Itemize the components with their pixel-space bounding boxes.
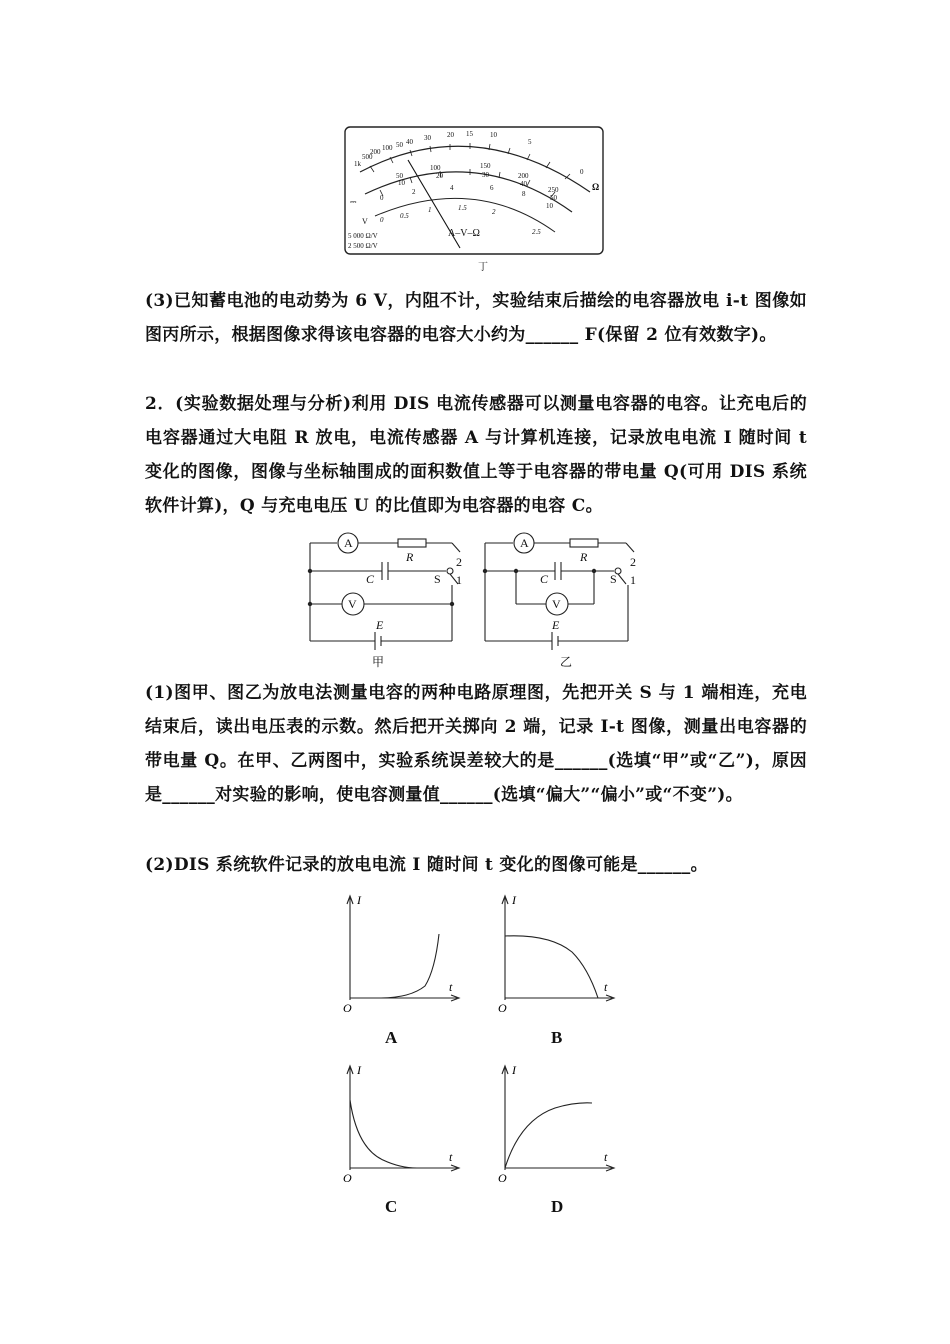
multimeter-dial [340, 122, 608, 272]
problem-2-intro: 2．(实验数据处理与分析)利用 DIS 电流传感器可以测量电容器的电容。让充电后的电容器通过大电阻 R 放电，电流传感器 A 与计算机连接，记录放电电流 I 随时间 t 变化的图像，图像与坐标轴围成的面积数值上等于电容器的带电量 Q(可用 DIS 系统软件计算)，Q 与充电电压 U 的比值即为电容器的电容 C。 [145, 394, 807, 516]
sensitivity-label: 5 000 Ω/V [348, 232, 378, 240]
dc-tick: 4 [450, 184, 454, 192]
question-2: (2)DIS 系统软件记录的放电电流 I 随时间 t 变化的图像可能是______。 [145, 855, 708, 875]
graph-d [490, 1060, 620, 1185]
resistor-label: R [406, 550, 414, 564]
axis-i-label: I [357, 1063, 361, 1077]
circuit-caption-left: 甲 [372, 655, 385, 669]
dc-scale-labels [380, 162, 559, 210]
axis-t-label: t [449, 1150, 453, 1164]
dc-tick: 8 [522, 190, 526, 198]
dc-tick: 150 [480, 162, 491, 170]
dc-tick: 2 [412, 188, 416, 196]
dc-tick: 10 [398, 179, 405, 187]
dc-tick: 6 [490, 184, 494, 192]
ammeter-label: A [344, 536, 353, 550]
graph-a-label: A [385, 1028, 398, 1047]
question-1: (1)图甲、图乙为放电法测量电容的两种电路原理图，先把开关 S 与 1 端相连，充电结束后，读出电压表的示数。然后把开关掷向 2 端，记录 I-t 图像，测量出电容器的带电量 Q。在甲、乙两图中，实验系统误差较大的是______(选填“甲”或“乙”)，原因是______对实验的影响，使电容测量值______(选填“偏大”“偏小”或“不变”)。 [145, 683, 807, 805]
circuit-figures [300, 528, 650, 670]
dc-tick: 0 [380, 194, 384, 202]
ohm-scale-labels [354, 130, 584, 176]
voltmeter-label: V [348, 597, 357, 611]
svg-text:V: V [362, 217, 368, 226]
axis-i-label: I [357, 893, 361, 907]
graph-b-label: B [551, 1028, 563, 1047]
figure-caption: 丁 [478, 262, 488, 272]
sensitivity-label: 2 500 Ω/V [348, 242, 378, 250]
dc-tick: 200 [518, 172, 529, 180]
voltmeter-label: V [552, 597, 561, 611]
ac-tick: 2.5 [532, 228, 541, 236]
pos-2: 2 [630, 555, 636, 569]
center-label: A–V–Ω [448, 228, 480, 239]
origin-label: O [343, 1171, 352, 1185]
dc-tick: 10 [546, 202, 553, 210]
ac-tick: 2 [492, 208, 496, 216]
switch-label: S [610, 572, 617, 586]
dc-tick: 100 [430, 164, 441, 172]
pos-1: 1 [456, 573, 462, 587]
origin-label: O [498, 1001, 507, 1015]
dc-tick: 20 [436, 172, 443, 180]
axis-t-label: t [604, 980, 608, 994]
question-3: (3)已知蓄电池的电动势为 6 V，内阻不计，实验结束后描绘的电容器放电 i-t 图像如图丙所示，根据图像求得该电容器的电容大小约为______ F(保留 2 位有效数字)。 [145, 291, 807, 345]
dc-tick: 40 [520, 180, 527, 188]
ohm-tick: 5 [528, 138, 532, 146]
ac-tick: 0 [380, 216, 384, 224]
axis-t-label: t [604, 1150, 608, 1164]
capacitor-label: C [540, 572, 549, 586]
svg-text:⎓: ⎓ [350, 197, 357, 206]
origin-label: O [498, 1171, 507, 1185]
ohm-tick: 20 [447, 131, 454, 139]
graph-c [335, 1060, 465, 1185]
ohm-symbol: Ω [592, 182, 600, 192]
multimeter-figure [340, 122, 608, 272]
axis-i-label: I [512, 893, 516, 907]
ohm-tick: 0 [580, 168, 584, 176]
graph-c-label: C [385, 1197, 398, 1216]
ohm-tick: 40 [406, 138, 413, 146]
origin-label: O [343, 1001, 352, 1015]
dc-tick: 50 [550, 194, 557, 202]
source-label: E [552, 618, 560, 632]
capacitor-label: C [366, 572, 375, 586]
circuit-diagrams [300, 528, 650, 670]
ac-tick: 1.5 [458, 204, 467, 212]
axis-i-label: I [512, 1063, 516, 1077]
graph-d-label: D [551, 1197, 564, 1216]
pos-2: 2 [456, 555, 462, 569]
switch-label: S [434, 572, 441, 586]
ohm-tick: 30 [424, 134, 431, 142]
ac-tick: 0.5 [400, 212, 409, 220]
ohm-tick: 500 [362, 153, 373, 161]
ohm-tick: 200 [370, 148, 381, 156]
dc-tick: 30 [482, 171, 489, 179]
source-label: E [376, 618, 384, 632]
resistor-label: R [580, 550, 588, 564]
ohm-tick: 1k [354, 160, 361, 168]
circuit-caption-right: 乙 [560, 655, 573, 669]
graph-b [490, 890, 620, 1015]
ohm-tick: 100 [382, 144, 393, 152]
ohm-tick: 50 [396, 141, 403, 149]
ac-tick: 1 [428, 206, 432, 214]
ohm-tick: 15 [466, 130, 473, 138]
dc-tick: 50 [396, 172, 403, 180]
ohm-tick: 10 [490, 131, 497, 139]
ammeter-label: A [520, 536, 529, 550]
pos-1: 1 [630, 573, 636, 587]
axis-t-label: t [449, 980, 453, 994]
graph-a [335, 890, 465, 1015]
dc-tick: 250 [548, 186, 559, 194]
